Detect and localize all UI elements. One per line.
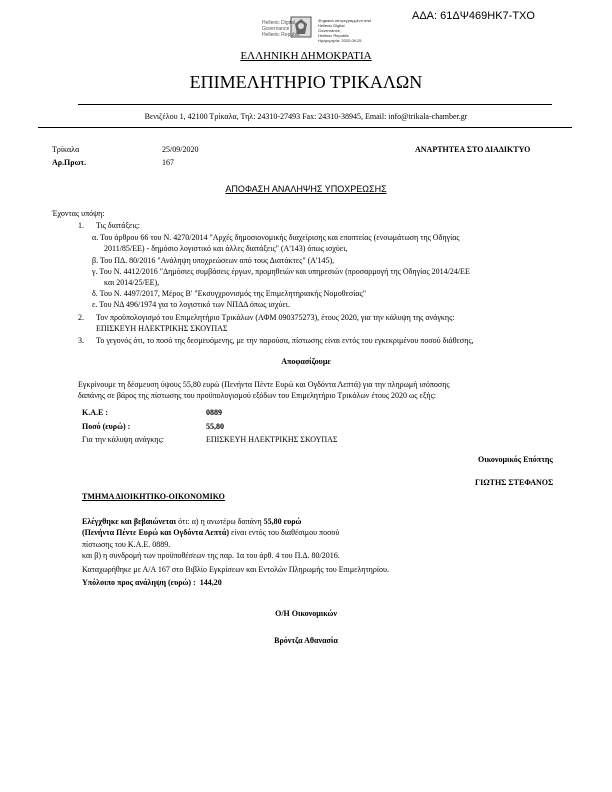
department-heading: ΤΜΗΜΑ ΔΙΟΙΚΗΤΙΚΟ-ΟΙΚΟΝΟΜΙΚΟ <box>82 492 225 501</box>
check-line-1 <box>82 517 301 526</box>
budget-need: ΕΠΙΣΚΕΥΗ ΗΛΕΚΤΡΙΚΗΣ ΣΚΟΥΠΑΣ <box>96 324 228 333</box>
posting-notice: ΑΝΑΡΤΗΤΕΑ ΣΤΟ ΔΙΑΔΙΚΤΥΟ <box>415 145 531 154</box>
list-number: 3. <box>78 336 84 345</box>
header-divider <box>78 104 552 105</box>
balance-value: 144,20 <box>199 578 222 587</box>
decision-heading: Αποφασίζουμε <box>281 357 331 366</box>
check-text: είναι εντός του διαθέσιμου ποσού <box>229 528 340 537</box>
address-divider <box>38 127 572 128</box>
provision-c: γ. Του Ν. 4412/2016 "Δημόσιες συμβάσεις έργων, προμηθειών και υπηρεσιών (προσαρμογή της Οδηγίας 2014/24/ΕΕ <box>92 267 470 276</box>
list-item-text: Τον προϋπολογισμό του Επιμελητήριο Τρικάλων (ΑΦΜ 090375273), έτους 2020, για την κάλυψη της ανάγκης: <box>96 313 455 322</box>
amount-value: 55,80 <box>206 422 224 431</box>
contact-address: Βενιζέλου 1, 42100 Τρίκαλα, Τηλ: 24310-27493 Fax: 24310-38945, Email: info@trikala-chamber.gr <box>144 112 468 121</box>
logo-gr-line: Hellenic Digital <box>318 23 345 28</box>
logo-gr-line: Governance, <box>318 28 341 33</box>
logo-gr-line: Ψηφιακά υπογεγραμμένο από <box>318 18 372 23</box>
signer-name: ΓΙΩΤΗΣ ΣΤΕΦΑΝΟΣ <box>475 478 554 487</box>
need-value: ΕΠΙΣΚΕΥΗ ΗΛΕΚΤΡΙΚΗΣ ΣΚΟΥΠΑΣ <box>206 435 338 444</box>
decision-title: ΑΠΟΦΑΣΗ ΑΝΑΛΗΨΗΣ ΥΠΟΧΡΕΩΣΗΣ <box>225 184 387 194</box>
considering-intro: Έχοντας υπόψη: <box>52 209 105 218</box>
provision-e: ε. Του ΝΔ 496/1974 για το λογιστικό των ΝΠΔΔ όπως ισχύει. <box>92 300 290 309</box>
treasurer-name: Βρόντζα Αθανασία <box>274 636 338 645</box>
provision-c-cont: και 2014/25/ΕΕ), <box>104 278 160 287</box>
kae-value: 0889 <box>206 408 222 417</box>
place-label: Τρίκαλα <box>52 145 80 154</box>
provision-b: β. Του ΠΔ. 80/2016 "Ανάληψη υποχρεώσεων από τους Διατάκτες" (Α'145), <box>92 256 335 265</box>
check-line-4: και β) η συνδρομή των προϋποθέσεων της παρ. 1α του άρθ. 4 του Π.Δ. 80/2016. <box>82 551 340 560</box>
logo-gr-line: Ημερομηνία: 2020.09.25 <box>318 38 362 43</box>
date-value: 25/09/2020 <box>162 145 199 154</box>
logo-en-line: Governance <box>262 26 290 32</box>
protocol-label: Αρ.Πρωτ. <box>52 158 87 167</box>
kae-label: Κ.Α.Ε : <box>82 408 108 417</box>
check-text: ότι: α) η ανωτέρω δαπάνη <box>176 517 264 526</box>
check-amount-words: (Πενήντα Πέντε Ευρώ και Ογδόντα Λεπτά) <box>82 528 229 537</box>
approval-text-cont: δαπάνης σε βάρος της πίστωσης του προϋπολογισμού εξόδων του Επιμελητήριο Τρικάλων έτους 2020 ως εξής: <box>78 391 436 400</box>
treasurer-role: Ο/Η Οικονομικών <box>275 609 337 618</box>
balance-line <box>82 578 222 587</box>
amount-label: Ποσό (ευρώ) : <box>82 422 131 431</box>
approval-text: Εγκρίνουμε τη δέσμευση ύψους 55,80 ευρώ (Πενήντα Πέντε Ευρώ και Ογδόντα Λεπτά) για την πληρωμή ισόποσης <box>78 380 450 389</box>
provision-a: α. Του άρθρου 66 του Ν. 4270/2014 "Αρχές δημοσιονομικής διαχείρισης και εποπτείας (ενσωμάτωση της Οδηγίας <box>92 233 460 242</box>
provision-a-cont: 2011/85/ΕΕ) - δημόσιο λογιστικό και άλλες διατάξεις" (Α'143) όπως ισχύει, <box>104 244 348 253</box>
check-line-3: πίστωσης του Κ.Α.Ε. 0889. <box>82 540 171 549</box>
need-label: Για την κάλυψη ανάγκης: <box>82 435 164 444</box>
check-amount: 55,80 ευρώ <box>263 517 302 526</box>
logo-en-line: Hellenic Republic <box>262 32 301 38</box>
list-item-text: Τις διατάξεις: <box>96 221 140 230</box>
republic-title: ΕΛΛΗΝΙΚΗ ΔΗΜΟΚΡΑΤΙΑ <box>240 50 372 62</box>
check-bold: Ελέγχθηκε και βεβαιώνεται <box>82 517 177 526</box>
ada-code: ΑΔΑ: 61ΔΨ469ΗΚ7-ΤΧΟ <box>412 10 535 22</box>
balance-label: Υπόλοιπο προς ανάληψη (ευρώ) : <box>82 578 196 587</box>
logo-gr-line: Hellenic Republic <box>318 33 349 38</box>
protocol-number: 167 <box>162 158 174 167</box>
chamber-title: ΕΠΙΜΕΛΗΤΗΡΙΟ ΤΡΙΚΑΛΩΝ <box>189 72 423 92</box>
list-number: 2. <box>78 313 84 322</box>
logo-en-line: Hellenic Digital <box>262 20 296 26</box>
signer-role: Οικονομικός Επόπτης <box>478 455 553 464</box>
list-number: 1. <box>78 221 84 230</box>
check-line-2 <box>82 528 339 537</box>
list-item-text: Το γεγονός ότι, το ποσό της δεσμευόμενης, με την παρούσα, πίστωσης είναι εντός του εγκεκριμένου ποσού διάθεσης, <box>96 336 474 345</box>
provision-d: δ. Του Ν. 4497/2017, Μέρος Β' "Εκσυγχρονισμός της Επιμελητηριακής Νομοθεσίας" <box>92 289 366 298</box>
registration-line: Καταχωρήθηκε με Α/Α 167 στο Βιβλίο Εγκρίσεων και Εντολών Πληρωμής του Επιμελητηρίου. <box>82 565 389 574</box>
